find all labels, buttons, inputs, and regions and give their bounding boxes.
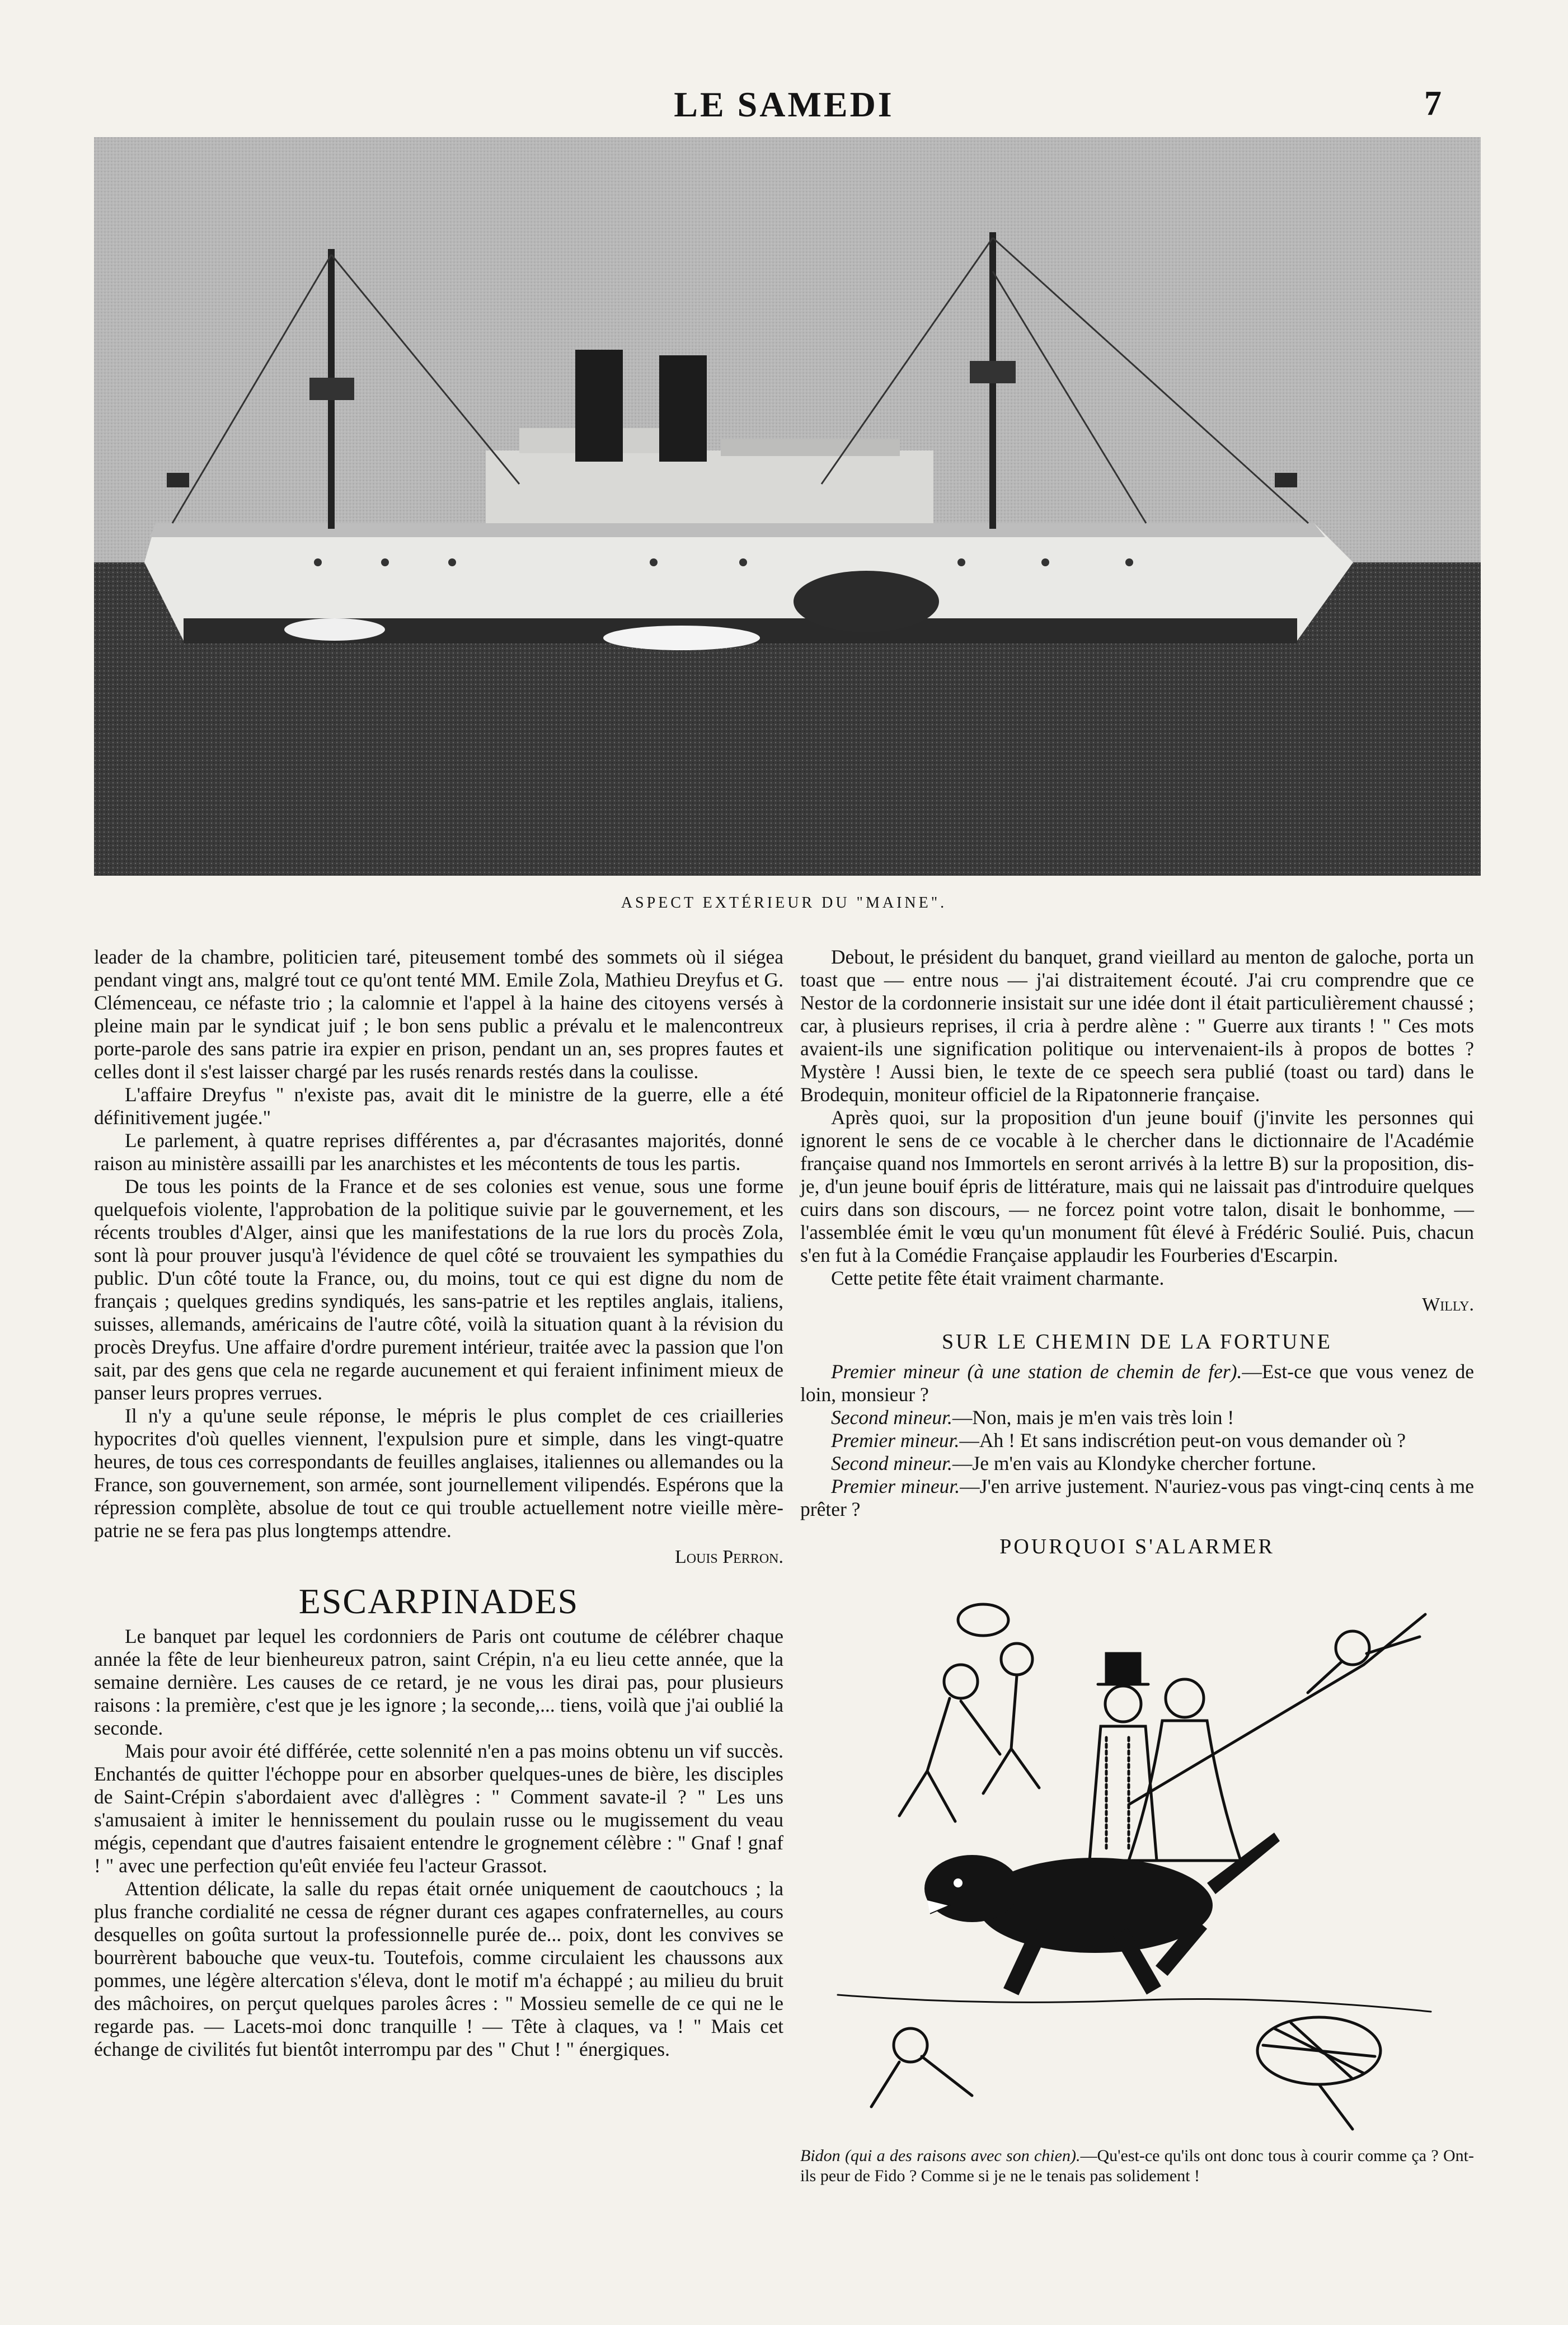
page-number: 7 [1424, 84, 1442, 123]
cartoon-title: POURQUOI S'ALARMER [999, 1535, 1275, 1558]
dialogue-line [800, 1406, 1474, 1429]
escarpinades-paragraph: Debout, le président du banquet, grand vieillard au menton de galoche, porta un toast que — entre nous — j'ai distraitement écouté. J'ai cru comprendre que ce Nestor de la cordonnerie insistait sur une idée dont il était particulièrement chaussé ; car, à plusieurs reprises, il cria à perdre alène : " Guerre aux tirants ! " Ces mots avaient-ils une signification politique ou intervenaient-ils à propos de bottes ? Mystère ! Aussi bien, le texte de ce speech sera publié (toast ou tard) dans le Brodequin, moniteur officiel de la Ripatonnerie française. [800, 946, 1474, 1106]
dialogue-line [800, 1360, 1474, 1406]
fortune-title: SUR LE CHEMIN DE LA FORTUNE [942, 1330, 1332, 1354]
cartoon-caption [800, 2146, 1474, 2186]
left-column [94, 946, 783, 2061]
dialogue-speaker: Premier mineur. [831, 1429, 960, 1452]
escarpinades-paragraph: Mais pour avoir été différée, cette solennité n'en a pas moins obtenu un vif succès. Enchantés de quitter l'échoppe pour en absorber quelques-unes de bière, les disciples de Saint-Crépin s'abordaient avec d'allègres : " Comment savate-il ? " Les uns s'amusaient à imiter le hennissement du poulain russe ou le mugissement du veau mégis, cependant que d'autres faisaient entendre le grognement célèbre : " Gnaf ! gnaf ! " avec une perfection qu'eût enviée feu l'acteur Grassot. [94, 1740, 783, 1877]
escarpinades-paragraph: Attention délicate, la salle du repas était ornée uniquement de caoutchoucs ; la plus franche cordialité ne cessa de régner durant ces agapes confraternelles, au cours desquelles on goûta surtout la professionnelle purée de... poix, dont les convives se bourrèrent babouche que veux-tu. Toutefois, comme circulaient les chaussons aux pommes, une légère altercation s'éleva, dont le motif m'a échappé ; au milieu du bruit des mâchoires, on perçut quelques paroles âcres : " Mossieu semelle de ce qui ne le regarde pas. — Lacets-moi donc tranquille ! — Tête à claques, va ! " Mais cet échange de civilités fut bientôt interrompu par des " Chut ! " énergiques. [94, 1877, 783, 2060]
dialogue-text: —Ah ! Et sans indiscrétion peut-on vous demander où ? [959, 1429, 1406, 1452]
dialogue-line [800, 1452, 1474, 1475]
dialogue-speaker: Second mineur. [831, 1452, 952, 1474]
cartoon-caption-italic: Bidon (qui a des raisons avec son chien). [800, 2146, 1081, 2165]
dialogue-text: —Est-ce que vous venez de loin, monsieur ? [800, 1360, 1475, 1406]
article-paragraph: leader de la chambre, politicien taré, piteusement tombé des sommets où il siégea pendant vingt ans, malgré tout ce qu'ont tenté MM. Emile Zola, Mathieu Dreyfus et G. Clémenceau, ce néfaste trio ; la calomnie et l'appel à la haine des citoyens versés à pleine main par le syndicat juif ; le bon sens public a prévalu et le malencontreux porte-parole des sans patrie ira expier en prison, pendant un an, ses propres fautes et celles dont il s'est laisser chargé par les rusés renards restés dans la coulisse. [94, 946, 783, 1083]
cartoon-illustration [815, 1570, 1459, 2140]
dialogue-line [800, 1429, 1474, 1452]
dialogue-speaker: Second mineur. [831, 1406, 952, 1429]
article-paragraph: Le parlement, à quatre reprises différentes a, par d'écrasantes majorités, donné raison au ministère assailli par les anarchistes et les mécontents de tous les partis. [94, 1129, 783, 1175]
escarpinades-paragraph: Le banquet par lequel les cordonniers de Paris ont coutume de célébrer chaque année la fête de leur bienheureux patron, saint Crépin, n'a eu lieu cette année, que la semaine dernière. Les causes de ce retard, je ne vous les dirai pas, pour plusieurs raisons : la première, c'est que je les ignore ; la seconde,... tiens, voilà que j'ai oublié la seconde. [94, 1625, 783, 1739]
article-signature: Louis Perron. [674, 1547, 783, 1567]
battleship-maine-photo [94, 137, 1481, 876]
dialogue-text: —Non, mais je m'en vais très loin ! [952, 1406, 1234, 1429]
dialogue-text: —Je m'en vais au Klondyke chercher fortune. [952, 1452, 1316, 1474]
escarpinades-paragraph: Cette petite fête était vraiment charmante. [831, 1267, 1165, 1289]
article-paragraph: L'affaire Dreyfus " n'existe pas, avait dit le ministre de la guerre, elle a été définitivement jugée." [94, 1083, 783, 1129]
escarpinades-paragraph: Après quoi, sur la proposition d'un jeune bouif (j'invite les personnes qui ignorent le sens de ce vocable à le chercher dans le dictionnaire de l'Académie française quand nos Immortels en seront arrivés à la lettre B) sur la proposition, dis-je, d'un jeune bouif épris de littérature, mais qui ne laissait pas d'introduire quelques cuirs dans son discours, — ne forcez point votre talon, disait le bonhomme, — l'assemblée émit le vœu qu'un monument fût élevé à Frédéric Soulié. Puis, chacun s'en fut à la Comédie Française applaudir les Fourberies d'Escarpin. [800, 1106, 1474, 1266]
article-paragraph: Il n'y a qu'une seule réponse, le mépris le plus complet de ces criailleries hypocrites d'où quelles viennent, l'expulsion pure et simple, dans les vingt-quatre heures, de tous ces correspondants de feuilles anglaises, italiennes ou allemandes ou la France, son gouvernement, son armée, sont journellement vilipendés. Espérons que la répression complète, absolue de tout ce qui trouble actuellement notre vieille mère-patrie ne se fera pas plus longtemps attendre. [94, 1405, 783, 1542]
escarpinades-signature: Willy. [1422, 1294, 1474, 1315]
cartoon-caption-text: —Qu'est-ce qu'ils ont donc tous à courir comme ça ? Ont-ils peur de Fido ? Comme si je ne le tenais pas solidement ! [800, 2146, 1474, 2185]
dialogue-line [800, 1475, 1474, 1521]
article-paragraph: De tous les points de la France et de ses colonies est venue, sous une forme quelquefois violente, l'approbation de la politique suivie par le gouvernement, et les récents troubles d'Alger, ainsi que les manifestations de la rue lors du procès Zola, sont là pour prouver jusqu'à l'évidence de quel côté se trouvaient les sympathies du public. D'un côté toute la France, ou, du moins, tout ce qui est digne du nom de français ; quelques gredins syndiqués, les sans-patrie et les reptiles anglais, italiens, suisses, allemands, américains de l'autre côté, voilà la situation quant à la révision du procès Dreyfus. Une affaire d'ordre purement intérieur, traitée avec la passion que l'on sait, par des gens que cela ne regarde aucunement et qui feraient infiniment mieux de panser leurs propres verrues. [94, 1175, 783, 1404]
dialogue-note: (à une station de chemin de fer). [967, 1360, 1242, 1383]
photo-caption: ASPECT EXTÉRIEUR DU "MAINE". [621, 894, 947, 912]
dialogue-speaker: Premier mineur [831, 1360, 960, 1383]
newspaper-title: LE SAMEDI [674, 84, 894, 124]
dialogue-speaker: Premier mineur. [831, 1475, 960, 1497]
dialogue-text: —J'en arrive justement. N'auriez-vous pas vingt-cinq cents à me prêter ? [800, 1475, 1474, 1520]
escarpinades-title: ESCARPINADES [298, 1581, 579, 1621]
right-column [800, 946, 1474, 2186]
